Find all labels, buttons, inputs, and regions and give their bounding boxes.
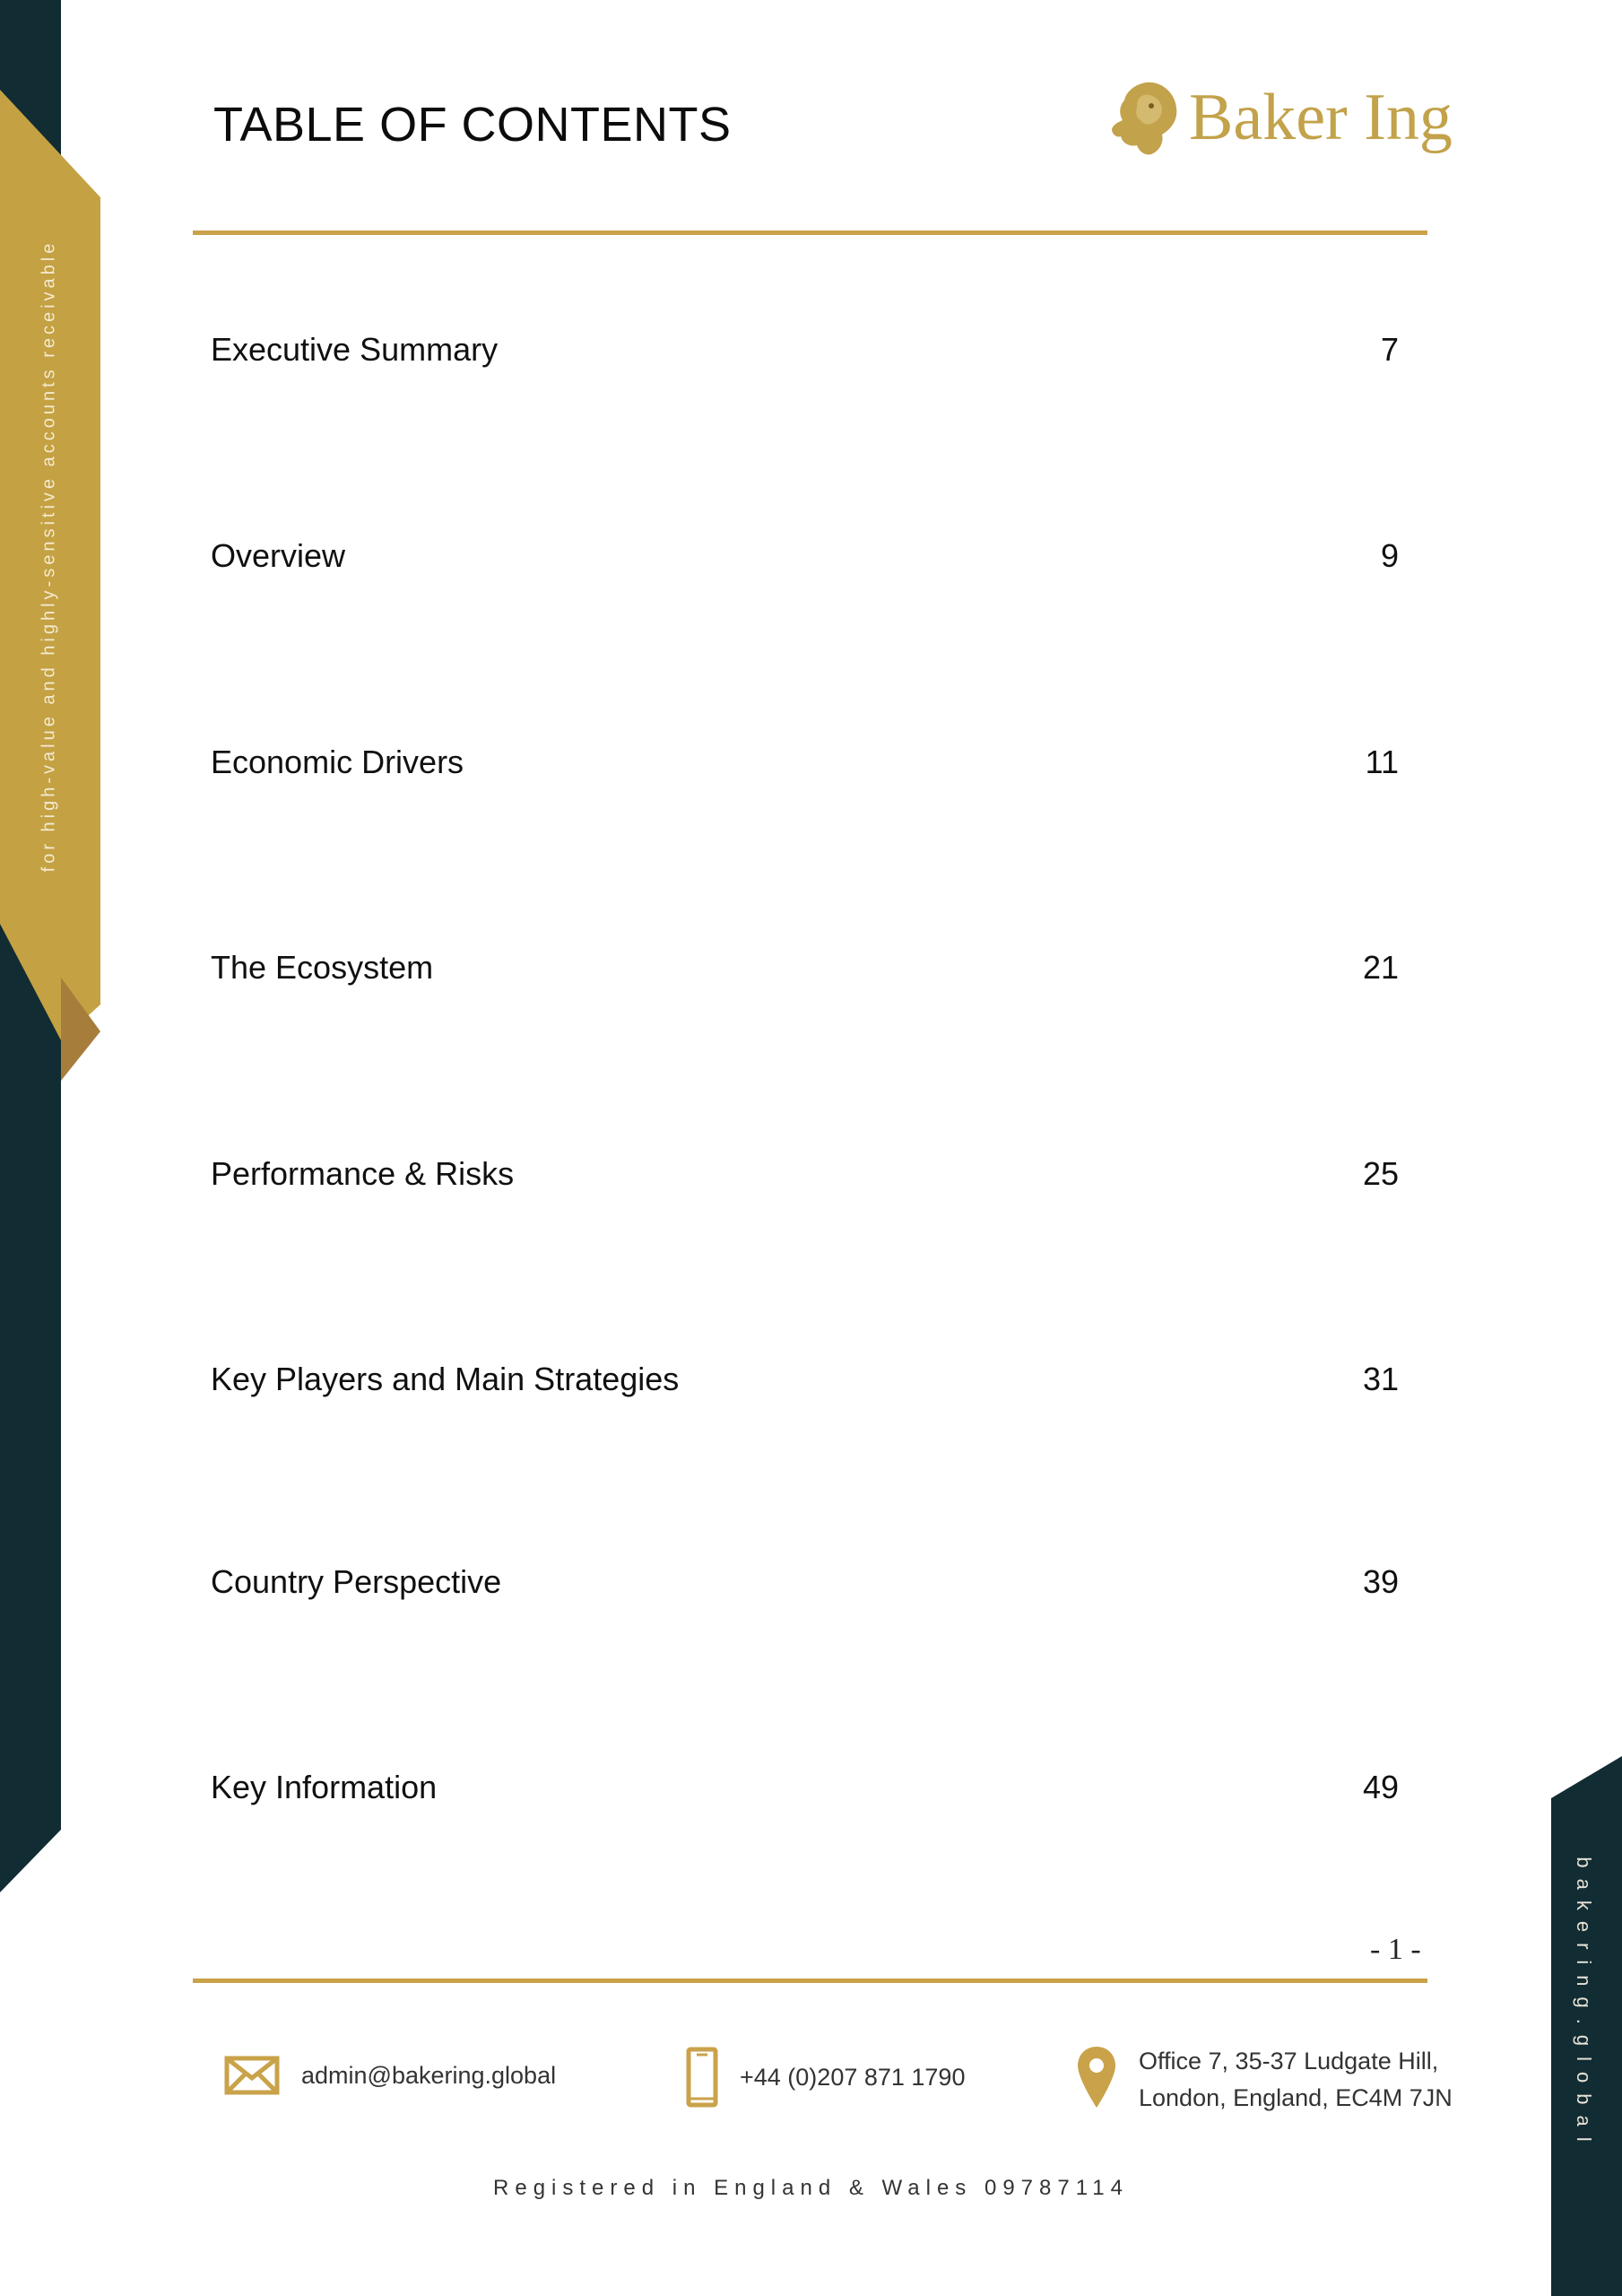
toc-entry-title: Key Players and Main Strategies [211,1361,680,1397]
toc-entry[interactable] [211,1147,1399,1201]
toc-entry-page: 7 [1380,331,1399,368]
toc-entry-page: 21 [1362,949,1399,986]
toc-entry[interactable] [211,529,1399,583]
lion-head-icon [1108,79,1180,156]
toc-entry-title: The Ecosystem [211,949,434,986]
toc-entry[interactable] [211,323,1399,377]
toc-entry-title: Country Perspective [211,1563,502,1600]
phone-icon [686,2047,718,2108]
toc-entry-page: 39 [1362,1563,1399,1600]
toc-entry[interactable] [211,1352,1399,1406]
toc-entry-title: Overview [211,537,346,574]
toc-entry[interactable] [211,1761,1399,1814]
address-line-2: London, England, EC4M 7JN [1139,2084,1453,2111]
page-number: - 1 - [1370,1933,1421,1966]
phone-contact[interactable] [686,2047,965,2108]
toc-entry-page: 11 [1365,744,1399,780]
address-line-1: Office 7, 35-37 Ludgate Hill, [1139,2048,1439,2074]
registration-notice: Registered in England & Wales 09787114 [493,2176,1129,2200]
envelope-icon [224,2056,280,2095]
toc-entry-page: 49 [1362,1769,1399,1805]
logo-text: Baker Ing [1189,80,1453,154]
phone-number[interactable]: +44 (0)207 871 1790 [740,2063,966,2091]
email-contact[interactable] [224,2056,556,2095]
company-logo [1108,79,1453,156]
location-pin-icon [1076,2045,1117,2109]
toc-entry[interactable] [211,1555,1399,1609]
toc-entry-page: 9 [1380,537,1399,574]
page-title: TABLE OF CONTENTS [213,98,732,152]
sidebar-tagline: for high-value and highly-sensitive accounts receivable [39,239,59,873]
toc-entry-title: Performance & Risks [211,1155,515,1192]
toc-entry-title: Key Information [211,1769,438,1805]
header-rule [193,230,1427,235]
toc-entry-title: Executive Summary [211,331,499,368]
toc-entry-title: Economic Drivers [211,744,464,780]
website-tab-text: bakering.global [1573,1857,1595,2152]
address-contact [1076,2043,1453,2117]
toc-entry-page: 31 [1362,1361,1399,1397]
toc-entry[interactable] [211,735,1399,789]
email-address[interactable]: admin@bakering.global [301,2061,557,2089]
toc-entry[interactable] [211,941,1399,995]
toc-entry-page: 25 [1362,1155,1399,1192]
footer-rule [193,1979,1427,1983]
